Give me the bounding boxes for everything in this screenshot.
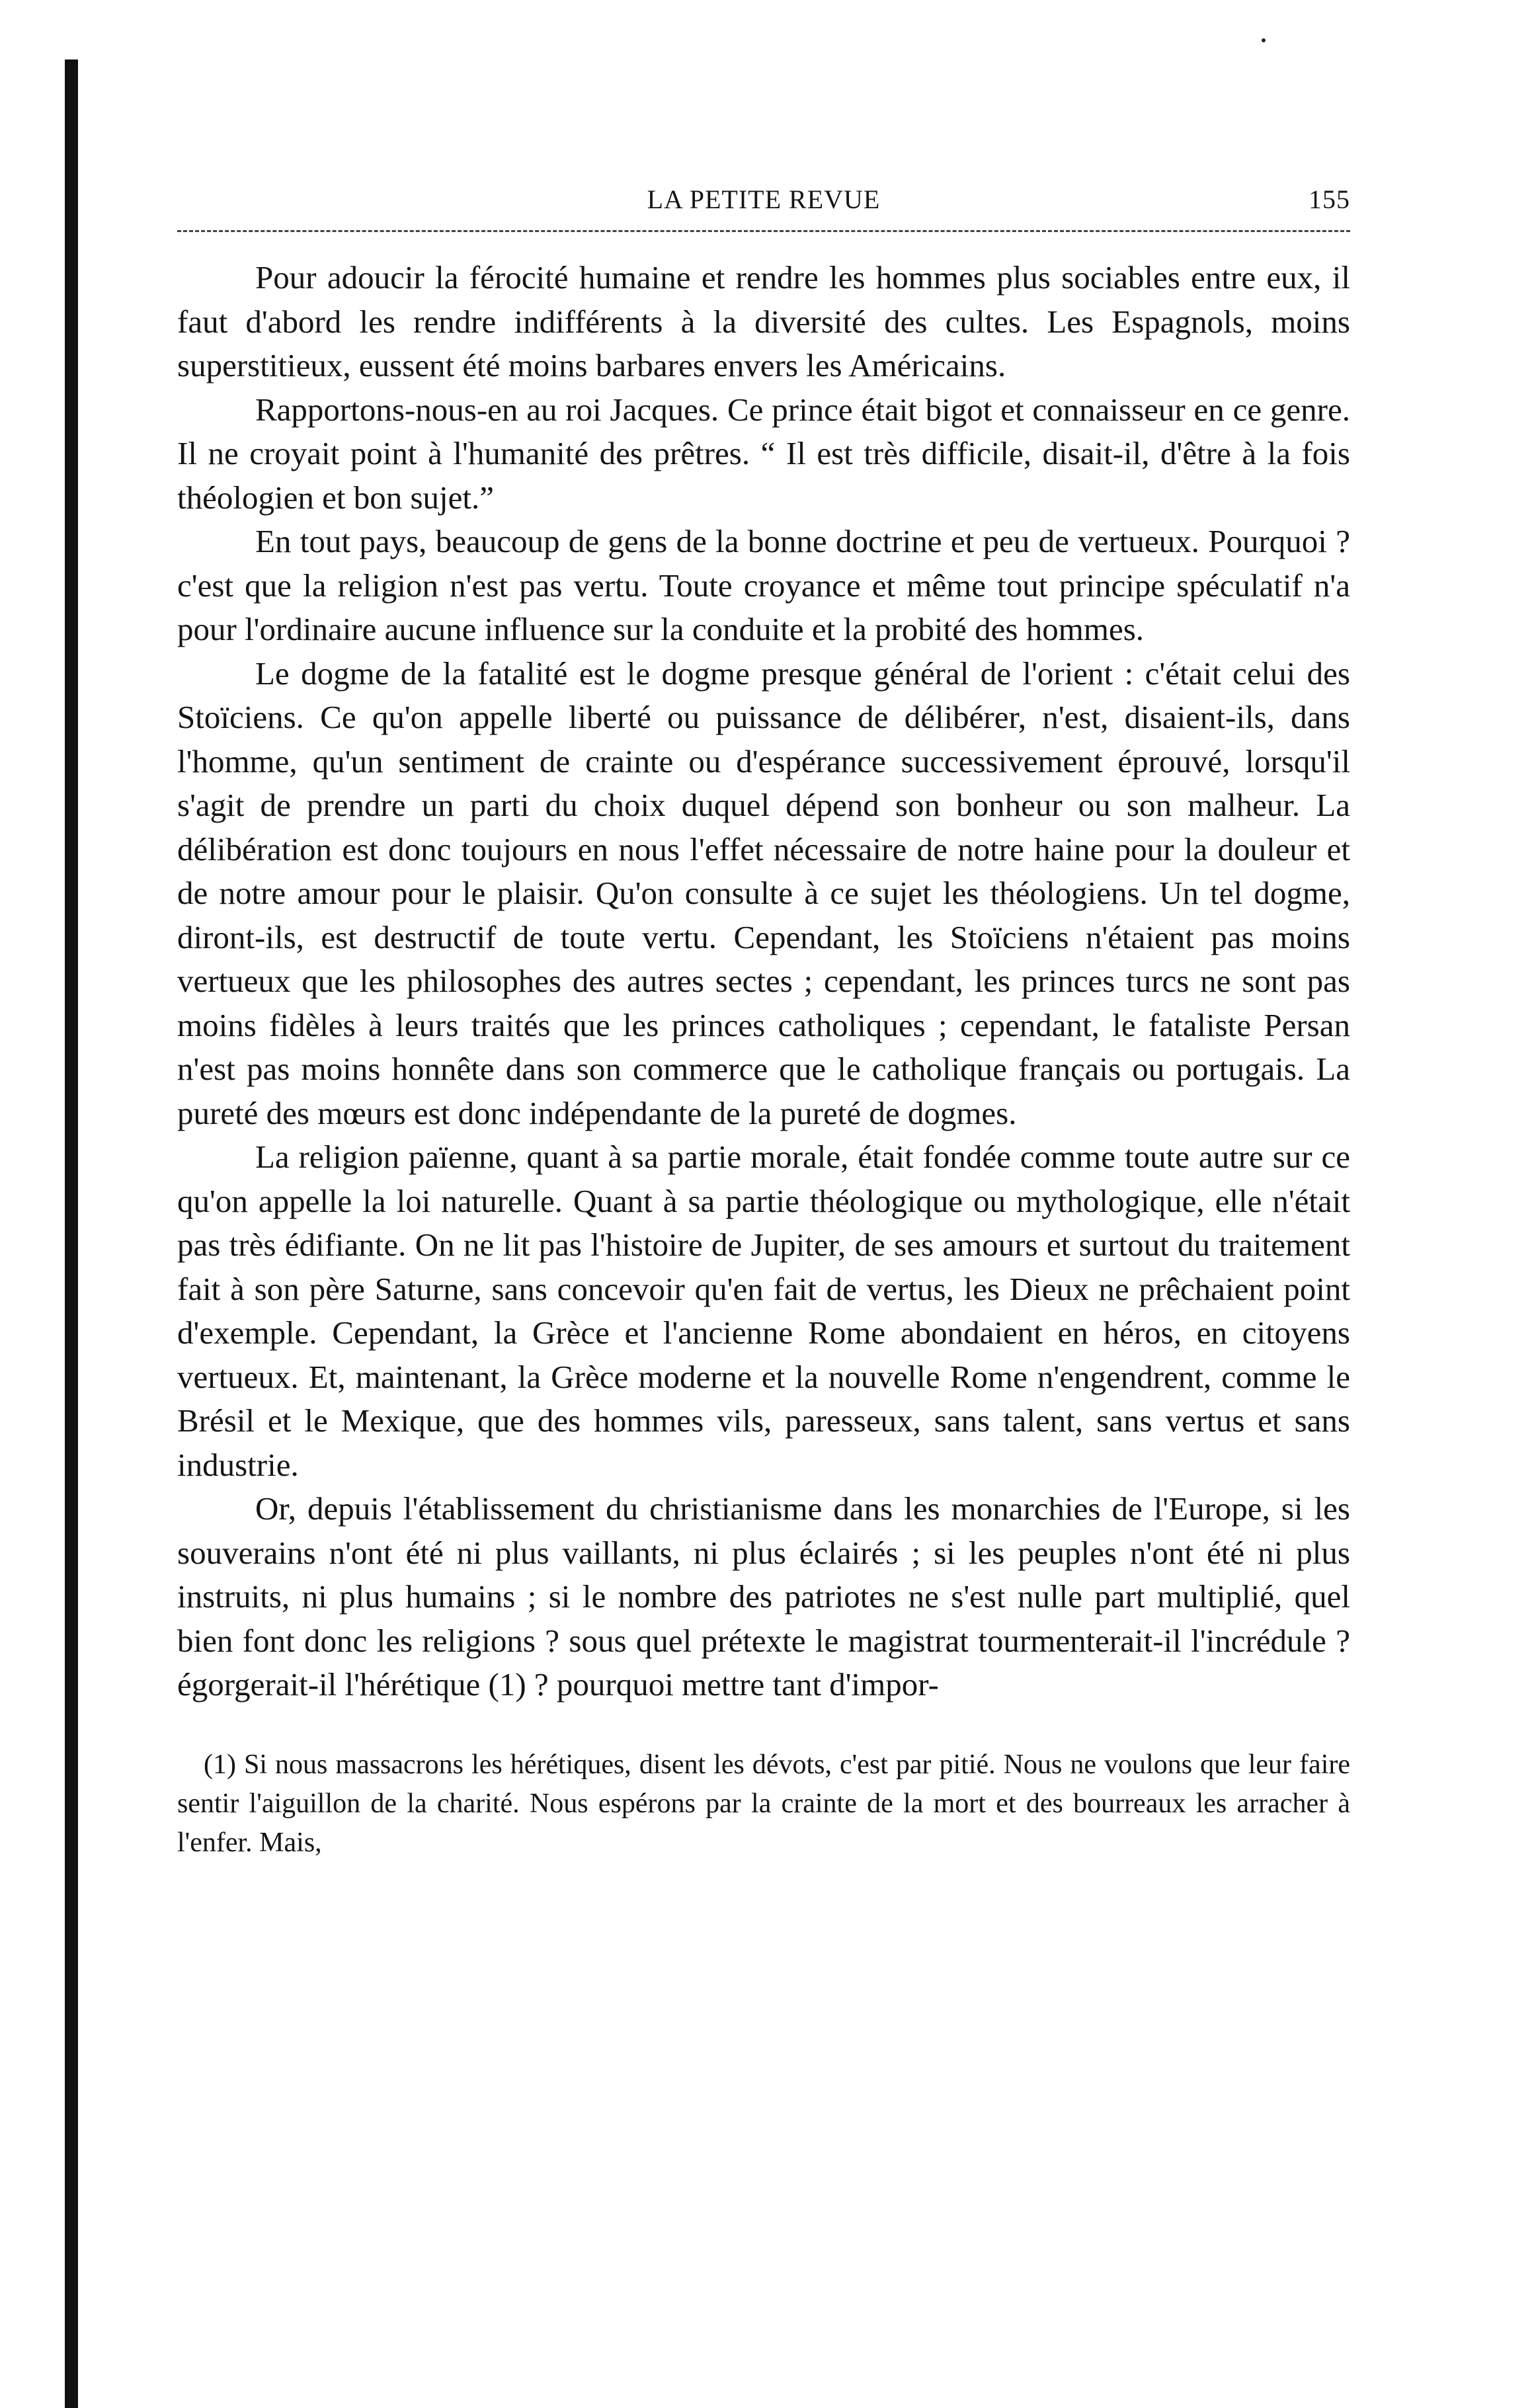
ink-speck [1262, 38, 1266, 42]
body-text [177, 256, 1350, 1707]
page-content [177, 179, 1350, 1863]
paragraph: Le dogme de la fatalité est le dogme presque général de l'orient : c'était celui des Stoïciens. Ce qu'on appelle liberté ou puissance de délibérer, n'est, disaient-ils, dans l'homme, qu'un sentiment de crainte ou d'espérance successivement éprouvé, lorsqu'il s'agit de prendre un parti du choix duquel dépend son bonheur ou son malheur. La délibération est donc toujours en nous l'effet nécessaire de notre haine pour la douleur et de notre amour pour le plaisir. Qu'on consulte à ce sujet les théologiens. Un tel dogme, diront-ils, est destructif de toute vertu. Cependant, les Stoïciens n'étaient pas moins vertueux que les philosophes des autres sectes ; cependant, les princes turcs ne sont pas moins fidèles à leurs traités que les princes catholiques ; cependant, le fataliste Persan n'est pas moins honnête dans son commerce que le catholique français ou portugais. La pureté des mœurs est donc indépendante de la pureté de dogmes. [177, 655, 1350, 1131]
paragraph: Pour adoucir la férocité humaine et rendre les hommes plus sociables entre eux, il faut d'abord les rendre indifférents à la diversité des cultes. Les Espagnols, moins superstitieux, eussent été moins barbares envers les Américains. [177, 259, 1350, 383]
running-title: LA PETITE REVUE [647, 184, 881, 214]
running-head [177, 179, 1350, 218]
paragraph: La religion païenne, quant à sa partie morale, était fondée comme toute autre sur ce qu'on appelle la loi naturelle. Quant à sa partie théologique ou mythologique, elle n'était pas très édifiante. On ne lit pas l'histoire de Jupiter, de ses amours et surtout du traitement fait à son père Saturne, sans concevoir qu'en fait de vertus, les Dieux ne prêchaient point d'exemple. Cependant, la Grèce et l'ancienne Rome abondaient en héros, en citoyens vertueux. Et, maintenant, la Grèce moderne et la nouvelle Rome n'engendrent, comme le Brésil et le Mexique, que des hommes vils, paresseux, sans talent, sans vertus et sans industrie. [177, 1139, 1350, 1483]
binding-edge [65, 60, 78, 2408]
footnote: (1) Si nous massacrons les hérétiques, disent les dévots, c'est par pitié. Nous ne voulons que leur faire sentir l'aiguillon de la charité. Nous espérons par la crainte de la mort et des bourreaux les arracher à l'enfer. Mais, [177, 1749, 1350, 1858]
page-number: 155 [1309, 184, 1350, 214]
paragraph: Or, depuis l'établissement du christianisme dans les monarchies de l'Europe, si les souverains n'ont été ni plus vaillants, ni plus éclairés ; si les peuples n'ont été ni plus instruits, ni plus humains ; si le nombre des patriotes ne s'est nulle part multiplié, quel bien font donc les religions ? sous quel prétexte le magistrat tourmenterait-il l'incrédule ? égorgerait-il l'hérétique (1) ? pourquoi mettre tant d'impor- [177, 1490, 1350, 1703]
header-rule [177, 230, 1350, 232]
footnotes [177, 1746, 1350, 1863]
paragraph: En tout pays, beaucoup de gens de la bonne doctrine et peu de vertueux. Pourquoi ? c'est que la religion n'est pas vertu. Toute croyance et même tout principe spéculatif n'a pour l'ordinaire aucune influence sur la conduite et la probité des hommes. [177, 523, 1350, 647]
paragraph: Rapportons-nous-en au roi Jacques. Ce prince était bigot et connaisseur en ce genre. Il ne croyait point à l'humanité des prêtres. “ Il est très difficile, disait-il, d'être à la fois théologien et bon sujet.” [177, 391, 1350, 516]
